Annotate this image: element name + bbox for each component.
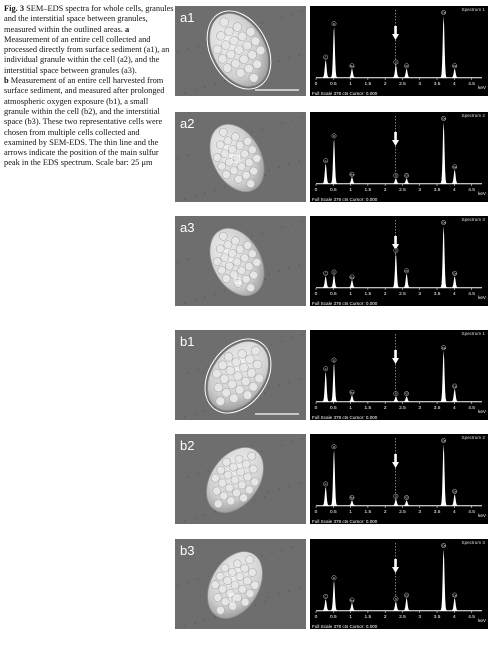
spectrum-unit: keV bbox=[478, 409, 486, 414]
x-tick-label: 1 bbox=[349, 188, 352, 193]
peak-label: Na bbox=[350, 390, 354, 395]
x-tick-label: 2 bbox=[383, 188, 387, 193]
x-tick-label: 3.5 bbox=[433, 292, 441, 297]
sem-micrograph bbox=[175, 112, 306, 202]
x-tick-label: 4 bbox=[452, 82, 456, 87]
peak-label: Cl bbox=[405, 495, 408, 500]
spectrum-area bbox=[316, 226, 482, 288]
eds-spectrum bbox=[310, 330, 488, 420]
figure-caption bbox=[4, 4, 174, 169]
x-tick-label: 0 bbox=[314, 188, 318, 193]
x-tick-label: 1 bbox=[349, 406, 352, 411]
x-tick-label: 2 bbox=[383, 82, 387, 87]
peak-label: Ca bbox=[452, 384, 457, 389]
spectrum-plot bbox=[310, 434, 488, 524]
x-tick-label: 3.5 bbox=[433, 615, 441, 620]
peak-label: Ca bbox=[441, 345, 446, 350]
x-tick-label: 1 bbox=[349, 82, 352, 87]
x-tick-label: 0 bbox=[314, 510, 318, 515]
spectrum-footer: Full Scale 378 cts Cursor: 0.000 bbox=[312, 624, 378, 629]
panel-b1 bbox=[175, 330, 488, 420]
peak-label: Ca bbox=[441, 543, 446, 548]
x-tick-label: 4.5 bbox=[468, 615, 475, 620]
sem-image bbox=[175, 6, 306, 96]
peak-label: O bbox=[332, 575, 336, 580]
peak-label: Na bbox=[350, 64, 354, 69]
spectrum-unit: keV bbox=[478, 295, 486, 300]
sem-micrograph bbox=[175, 434, 306, 524]
x-tick-label: 1.5 bbox=[364, 615, 372, 620]
peak-label: S bbox=[394, 391, 397, 396]
peak-label: S bbox=[394, 248, 397, 253]
eds-spectrum bbox=[310, 112, 488, 202]
spectrum-footer: Full Scale 378 cts Cursor: 0.000 bbox=[312, 197, 378, 202]
panel-label: a3 bbox=[180, 220, 195, 235]
eds-spectrum bbox=[310, 6, 488, 96]
peak-label: S bbox=[394, 494, 397, 499]
spectrum-plot bbox=[310, 6, 488, 96]
x-tick-label: 2.5 bbox=[399, 82, 406, 87]
caption-text: SEM–EDS spectra for whole cells, granules and the interstitial space between granules, measured within the outlined areas. bbox=[4, 4, 174, 34]
spectrum-title: Spectrum 1 bbox=[461, 7, 485, 12]
x-tick-label: 1.5 bbox=[364, 406, 372, 411]
x-tick-label: 3.5 bbox=[433, 188, 441, 193]
peak-label: S bbox=[394, 597, 397, 602]
peak-label: S bbox=[394, 60, 397, 65]
spectrum-unit: keV bbox=[478, 191, 486, 196]
spectrum-area bbox=[316, 549, 482, 611]
x-tick-label: 1 bbox=[349, 615, 352, 620]
peak-label: Ca bbox=[452, 593, 457, 598]
peak-label: Na bbox=[350, 495, 354, 500]
x-tick-label: 2 bbox=[383, 292, 387, 297]
x-tick-label: 2.5 bbox=[399, 292, 406, 297]
spectrum-title: Spectrum 3 bbox=[461, 217, 485, 222]
x-tick-label: 1.5 bbox=[364, 188, 372, 193]
sem-image bbox=[175, 330, 306, 420]
x-tick-label: 1 bbox=[349, 510, 352, 515]
x-tick-label: 4.5 bbox=[468, 188, 475, 193]
peak-label: Cl bbox=[405, 173, 408, 178]
peak-label: Ca bbox=[441, 438, 446, 443]
part-b-text: Measurement of an entire cell harvested from surface sediment, and measured after prolonged atmospheric oxygen exposure (b1), a small granule within the cell (b2), and the interstitial space (b3). These two representative cells were chosen from multiple cells collected and examined by SEM-EDS. The thin line and the arrows indicate the position of the main sulfur peak in the EDS spectrum. Scale bar: 25 μm bbox=[4, 76, 165, 168]
peak-label: Ca bbox=[452, 165, 457, 170]
x-tick-label: 1.5 bbox=[364, 510, 372, 515]
x-tick-label: 0.5 bbox=[329, 510, 337, 515]
x-tick-label: 4 bbox=[452, 510, 456, 515]
spectrum-area bbox=[316, 444, 482, 506]
x-tick-label: 4 bbox=[452, 188, 456, 193]
panel-label: a1 bbox=[180, 10, 195, 25]
sem-micrograph bbox=[175, 330, 306, 420]
peak-label: Ca bbox=[452, 489, 457, 494]
peak-label: Ca bbox=[441, 10, 446, 15]
peak-label: Ca bbox=[441, 220, 446, 225]
panel-a1 bbox=[175, 6, 488, 96]
spectrum-footer: Full Scale 378 cts Cursor: 0.000 bbox=[312, 301, 378, 306]
peak-label: O bbox=[332, 21, 336, 26]
x-tick-label: 1.5 bbox=[364, 82, 372, 87]
sem-image bbox=[175, 539, 306, 629]
sulfur-arrow-icon bbox=[392, 559, 399, 573]
peak-label: O bbox=[332, 134, 336, 139]
peak-label: C bbox=[324, 158, 327, 163]
x-tick-label: 4 bbox=[452, 292, 456, 297]
caption-label: Fig. 3 bbox=[4, 4, 25, 13]
spectrum-area bbox=[316, 122, 482, 184]
eds-spectrum bbox=[310, 216, 488, 306]
spectrum-plot bbox=[310, 112, 488, 202]
panel-a2 bbox=[175, 112, 488, 202]
spectrum-unit: keV bbox=[478, 513, 486, 518]
eds-spectrum bbox=[310, 434, 488, 524]
peak-label: Na bbox=[350, 275, 354, 280]
spectrum-plot bbox=[310, 216, 488, 306]
spectrum-footer: Full Scale 378 cts Cursor: 0.000 bbox=[312, 91, 378, 96]
peak-label: C bbox=[324, 366, 327, 371]
sem-micrograph bbox=[175, 216, 306, 306]
panel-a3 bbox=[175, 216, 488, 306]
sulfur-arrow-icon bbox=[392, 350, 399, 364]
x-tick-label: 3 bbox=[418, 510, 422, 515]
x-tick-label: 0 bbox=[314, 406, 318, 411]
spectrum-title: Spectrum 2 bbox=[461, 113, 485, 118]
peak-label: C bbox=[324, 271, 327, 276]
peak-label: Ca bbox=[452, 64, 457, 69]
sulfur-arrow-icon bbox=[392, 132, 399, 146]
spectrum-plot bbox=[310, 330, 488, 420]
panel-b2 bbox=[175, 434, 488, 524]
x-tick-label: 3.5 bbox=[433, 510, 441, 515]
x-tick-label: 4.5 bbox=[468, 82, 475, 87]
x-tick-label: 0 bbox=[314, 292, 318, 297]
x-tick-label: 2.5 bbox=[399, 188, 406, 193]
part-b-label: b bbox=[4, 76, 9, 86]
x-tick-label: 3.5 bbox=[433, 82, 441, 87]
sem-micrograph bbox=[175, 6, 306, 96]
panel-label: b2 bbox=[180, 438, 195, 453]
x-tick-label: 0.5 bbox=[329, 292, 337, 297]
x-tick-label: 4 bbox=[452, 615, 456, 620]
x-tick-label: 0 bbox=[314, 615, 318, 620]
x-tick-label: 2.5 bbox=[399, 510, 406, 515]
x-tick-label: 4.5 bbox=[468, 510, 475, 515]
peak-label: C bbox=[324, 482, 327, 487]
peak-label: O bbox=[332, 444, 336, 449]
x-tick-label: 3 bbox=[418, 406, 422, 411]
peak-label: Cl bbox=[405, 64, 408, 69]
sulfur-arrow-icon bbox=[392, 26, 399, 40]
x-tick-label: 2 bbox=[383, 406, 387, 411]
panel-label: b1 bbox=[180, 334, 195, 349]
eds-spectrum bbox=[310, 539, 488, 629]
spectrum-title: Spectrum 1 bbox=[461, 331, 485, 336]
spectrum-area bbox=[316, 350, 482, 402]
x-tick-label: 2 bbox=[383, 615, 387, 620]
x-tick-label: 4.5 bbox=[468, 292, 475, 297]
x-tick-label: 0.5 bbox=[329, 406, 337, 411]
x-tick-label: 3 bbox=[418, 615, 422, 620]
x-tick-label: 2.5 bbox=[399, 615, 406, 620]
x-tick-label: 2 bbox=[383, 510, 387, 515]
spectrum-plot bbox=[310, 539, 488, 629]
sem-micrograph bbox=[175, 539, 306, 629]
panel-label: b3 bbox=[180, 543, 195, 558]
spectrum-area bbox=[316, 16, 482, 78]
peak-label: Na bbox=[350, 172, 354, 177]
part-a-text: Measurement of an entire cell collected and processed directly from surface sediment (a1), an individual granule within the cell (a2), and the interstitial space between granules (a3). bbox=[4, 34, 170, 75]
sem-image bbox=[175, 216, 306, 306]
x-tick-label: 1 bbox=[349, 292, 352, 297]
x-tick-label: 2.5 bbox=[399, 406, 406, 411]
spectrum-title: Spectrum 2 bbox=[461, 435, 485, 440]
x-tick-label: 3 bbox=[418, 292, 422, 297]
x-tick-label: 4 bbox=[452, 406, 456, 411]
peak-label: O bbox=[332, 358, 336, 363]
peak-label: Cl bbox=[405, 593, 408, 598]
peak-label: Cl bbox=[405, 269, 408, 274]
peak-label: C bbox=[324, 594, 327, 599]
part-a-label: a bbox=[124, 24, 130, 34]
spectrum-footer: Full Scale 378 cts Cursor: 0.000 bbox=[312, 415, 378, 420]
x-tick-label: 0 bbox=[314, 82, 318, 87]
x-tick-label: 1.5 bbox=[364, 292, 372, 297]
spectrum-unit: keV bbox=[478, 618, 486, 623]
sulfur-arrow-icon bbox=[392, 454, 399, 468]
peak-label: O bbox=[332, 270, 336, 275]
panel-b3 bbox=[175, 539, 488, 629]
x-tick-label: 3 bbox=[418, 188, 422, 193]
x-tick-label: 4.5 bbox=[468, 406, 475, 411]
spectrum-title: Spectrum 3 bbox=[461, 540, 485, 545]
peak-label: C bbox=[324, 55, 327, 60]
peak-label: S bbox=[394, 173, 397, 178]
x-tick-label: 3 bbox=[418, 82, 422, 87]
peak-label: Ca bbox=[441, 116, 446, 121]
x-tick-label: 0.5 bbox=[329, 188, 337, 193]
x-tick-label: 0.5 bbox=[329, 82, 337, 87]
x-tick-label: 0.5 bbox=[329, 615, 337, 620]
peak-label: Cl bbox=[405, 391, 408, 396]
peak-label: Na bbox=[350, 598, 354, 603]
x-tick-label: 3.5 bbox=[433, 406, 441, 411]
spectrum-unit: keV bbox=[478, 85, 486, 90]
peak-label: Ca bbox=[452, 271, 457, 276]
sem-image bbox=[175, 434, 306, 524]
panel-label: a2 bbox=[180, 116, 195, 131]
spectrum-footer: Full Scale 378 cts Cursor: 0.000 bbox=[312, 519, 378, 524]
sem-image bbox=[175, 112, 306, 202]
